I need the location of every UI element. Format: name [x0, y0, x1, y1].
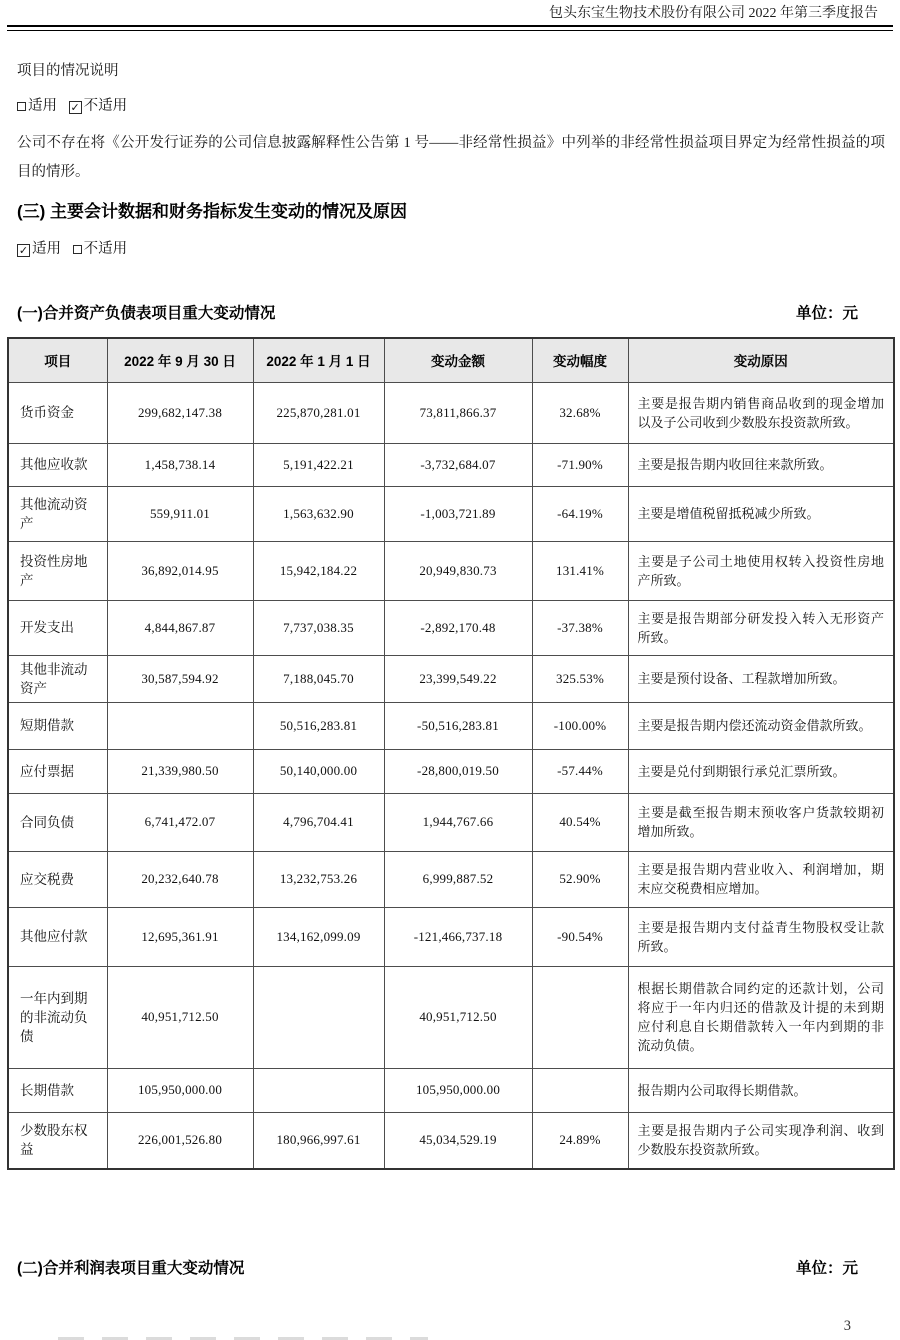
cell-change-amount: -2,892,170.48 [384, 600, 532, 655]
cell-end-value: 4,844,867.87 [107, 600, 253, 655]
table-row [8, 541, 894, 600]
cell-begin-value: 7,188,045.70 [253, 655, 384, 702]
cell-begin-value: 13,232,753.26 [253, 851, 384, 907]
cell-item: 其他应付款 [8, 907, 107, 966]
applicability-option [69, 98, 128, 114]
cell-item: 一年内到期的非流动负债 [8, 966, 107, 1068]
cell-change-reason: 主要是增值税留抵税减少所致。 [628, 486, 894, 541]
cell-change-reason: 主要是报告期内营业收入、利润增加，期末应交税费相应增加。 [628, 851, 894, 907]
cell-change-amount: 40,951,712.50 [384, 966, 532, 1068]
col-header-item: 项目 [8, 338, 107, 382]
cell-end-value: 1,458,738.14 [107, 443, 253, 486]
table-row [8, 793, 894, 851]
cell-change-percent: -90.54% [532, 907, 628, 966]
table-row [8, 600, 894, 655]
cell-end-value: 299,682,147.38 [107, 382, 253, 443]
income-section-heading [0, 1258, 900, 1280]
cell-end-value [107, 702, 253, 749]
cell-item: 少数股东权益 [8, 1112, 107, 1169]
cell-change-amount: 6,999,887.52 [384, 851, 532, 907]
income-section-title: (二)合并利润表项目重大变动情况 [17, 1260, 245, 1277]
table-row [8, 966, 894, 1068]
cell-end-value: 226,001,526.80 [107, 1112, 253, 1169]
table-row [8, 749, 894, 793]
table-row [8, 486, 894, 541]
col-header-begin-date: 2022 年 1 月 1 日 [253, 338, 384, 382]
applicability-option [17, 98, 57, 114]
cell-item: 货币资金 [8, 382, 107, 443]
cell-end-value: 559,911.01 [107, 486, 253, 541]
cell-begin-value: 225,870,281.01 [253, 382, 384, 443]
table-row [8, 702, 894, 749]
checkbox-checked-icon: ✓ [70, 101, 80, 114]
cell-item: 应交税费 [8, 851, 107, 907]
page-number: 3 [843, 1318, 851, 1334]
header-divider [7, 25, 893, 31]
cell-item: 其他非流动资产 [8, 655, 107, 702]
checkbox-icon [17, 102, 26, 111]
cell-change-amount: -50,516,283.81 [384, 702, 532, 749]
cell-change-reason: 主要是预付设备、工程款增加所致。 [628, 655, 894, 702]
cell-begin-value: 50,140,000.00 [253, 749, 384, 793]
cell-change-amount: -28,800,019.50 [384, 749, 532, 793]
cell-end-value: 6,741,472.07 [107, 793, 253, 851]
cell-change-amount: 23,399,549.22 [384, 655, 532, 702]
col-header-end-date: 2022 年 9 月 30 日 [107, 338, 253, 382]
col-header-change-percent: 变动幅度 [532, 338, 628, 382]
cell-change-percent: -64.19% [532, 486, 628, 541]
cell-begin-value: 4,796,704.41 [253, 793, 384, 851]
cell-item: 其他应收款 [8, 443, 107, 486]
applicability-label: 不适用 [83, 241, 128, 257]
cell-begin-value: 134,162,099.09 [253, 907, 384, 966]
table-row [8, 443, 894, 486]
cell-change-amount: -121,466,737.18 [384, 907, 532, 966]
cell-change-amount: -3,732,684.07 [384, 443, 532, 486]
cell-change-reason: 主要是报告期部分研发投入转入无形资产所致。 [628, 600, 894, 655]
table-row [8, 1068, 894, 1112]
cell-change-amount: 105,950,000.00 [384, 1068, 532, 1112]
cell-begin-value: 7,737,038.35 [253, 600, 384, 655]
cell-end-value: 21,339,980.50 [107, 749, 253, 793]
applicability-label: 不适用 [83, 98, 128, 114]
cell-end-value: 30,587,594.92 [107, 655, 253, 702]
cell-item: 长期借款 [8, 1068, 107, 1112]
cell-change-reason: 主要是兑付到期银行承兑汇票所致。 [628, 749, 894, 793]
col-header-change-reason: 变动原因 [628, 338, 894, 382]
applicability-line-1 [0, 96, 900, 116]
cell-change-amount: 1,944,767.66 [384, 793, 532, 851]
cell-begin-value: 5,191,422.21 [253, 443, 384, 486]
cell-end-value: 40,951,712.50 [107, 966, 253, 1068]
cell-change-percent: 131.41% [532, 541, 628, 600]
table-row [8, 1112, 894, 1169]
cell-end-value: 20,232,640.78 [107, 851, 253, 907]
cell-change-percent: 32.68% [532, 382, 628, 443]
page-header [0, 5, 900, 22]
balance-section-title: (一)合并资产负债表项目重大变动情况 [17, 305, 276, 322]
cell-end-value: 12,695,361.91 [107, 907, 253, 966]
cell-change-percent: -100.00% [532, 702, 628, 749]
applicability-option [17, 241, 61, 257]
cell-change-percent: -57.44% [532, 749, 628, 793]
cell-change-amount: -1,003,721.89 [384, 486, 532, 541]
cell-change-reason: 主要是报告期内收回往来款所致。 [628, 443, 894, 486]
table-row [8, 382, 894, 443]
cell-begin-value: 1,563,632.90 [253, 486, 384, 541]
cell-change-percent: 40.54% [532, 793, 628, 851]
checkbox-checked-icon: ✓ [18, 244, 29, 257]
cell-change-amount: 73,811,866.37 [384, 382, 532, 443]
report-title: 包头东宝生物技术股份有限公司 2022 年第三季度报告 [549, 6, 878, 21]
cell-end-value: 105,950,000.00 [107, 1068, 253, 1112]
cell-item: 开发支出 [8, 600, 107, 655]
cell-change-percent: 24.89% [532, 1112, 628, 1169]
cell-change-amount: 20,949,830.73 [384, 541, 532, 600]
cell-change-reason: 主要是报告期内子公司实现净利润、收到少数股东投资款所致。 [628, 1112, 894, 1169]
cell-end-value: 36,892,014.95 [107, 541, 253, 600]
balance-section-heading [0, 303, 900, 325]
applicability-option [73, 241, 128, 257]
cell-change-amount: 45,034,529.19 [384, 1112, 532, 1169]
cell-item: 投资性房地产 [8, 541, 107, 600]
table-row [8, 907, 894, 966]
unit-label: 单位：元 [795, 305, 858, 322]
cell-item: 其他流动资产 [8, 486, 107, 541]
cell-change-percent: 52.90% [532, 851, 628, 907]
cell-change-reason: 主要是报告期内销售商品收到的现金增加以及子公司收到少数股东投资款所致。 [628, 382, 894, 443]
table-row [8, 851, 894, 907]
cell-change-reason: 报告期内公司取得长期借款。 [628, 1068, 894, 1112]
cell-change-reason: 主要是截至报告期末预收客户货款较期初增加所致。 [628, 793, 894, 851]
cell-change-reason: 根据长期借款合同约定的还款计划，公司将应于一年内归还的借款及计提的未到期应付利息自长期借款转入一年内到期的非流动负债。 [628, 966, 894, 1068]
cell-change-reason: 主要是子公司土地使用权转入投资性房地产所致。 [628, 541, 894, 600]
balance-change-table [7, 337, 895, 1170]
table-row [8, 655, 894, 702]
cell-change-percent: 325.53% [532, 655, 628, 702]
explanation-paragraph: 公司不存在将《公开发行证券的公司信息披露解释性公告第 1 号——非经常性损益》中列举的非经常性损益项目界定为经常性损益的项目的情形。 [17, 135, 885, 180]
section-3-title: (三) 主要会计数据和财务指标发生变动的情况及原因 [17, 202, 408, 221]
cell-change-percent [532, 966, 628, 1068]
applicability-line-2 [0, 239, 900, 259]
unit-label: 单位：元 [795, 1260, 858, 1277]
cell-item: 短期借款 [8, 702, 107, 749]
checkbox-icon [73, 245, 82, 254]
note-line: 项目的情况说明 [17, 63, 119, 79]
cell-begin-value [253, 1068, 384, 1112]
cell-begin-value: 180,966,997.61 [253, 1112, 384, 1169]
cell-change-percent: -37.38% [532, 600, 628, 655]
applicability-label: 适用 [32, 241, 61, 257]
cell-begin-value: 15,942,184.22 [253, 541, 384, 600]
cell-change-percent: -71.90% [532, 443, 628, 486]
col-header-change-amount: 变动金额 [384, 338, 532, 382]
cell-item: 应付票据 [8, 749, 107, 793]
cell-item: 合同负债 [8, 793, 107, 851]
cell-change-reason: 主要是报告期内偿还流动资金借款所致。 [628, 702, 894, 749]
table-header-row [8, 338, 894, 382]
cell-begin-value [253, 966, 384, 1068]
cell-change-percent [532, 1068, 628, 1112]
cell-begin-value: 50,516,283.81 [253, 702, 384, 749]
applicability-label: 适用 [28, 98, 57, 114]
cell-change-reason: 主要是报告期内支付益青生物股权受让款所致。 [628, 907, 894, 966]
